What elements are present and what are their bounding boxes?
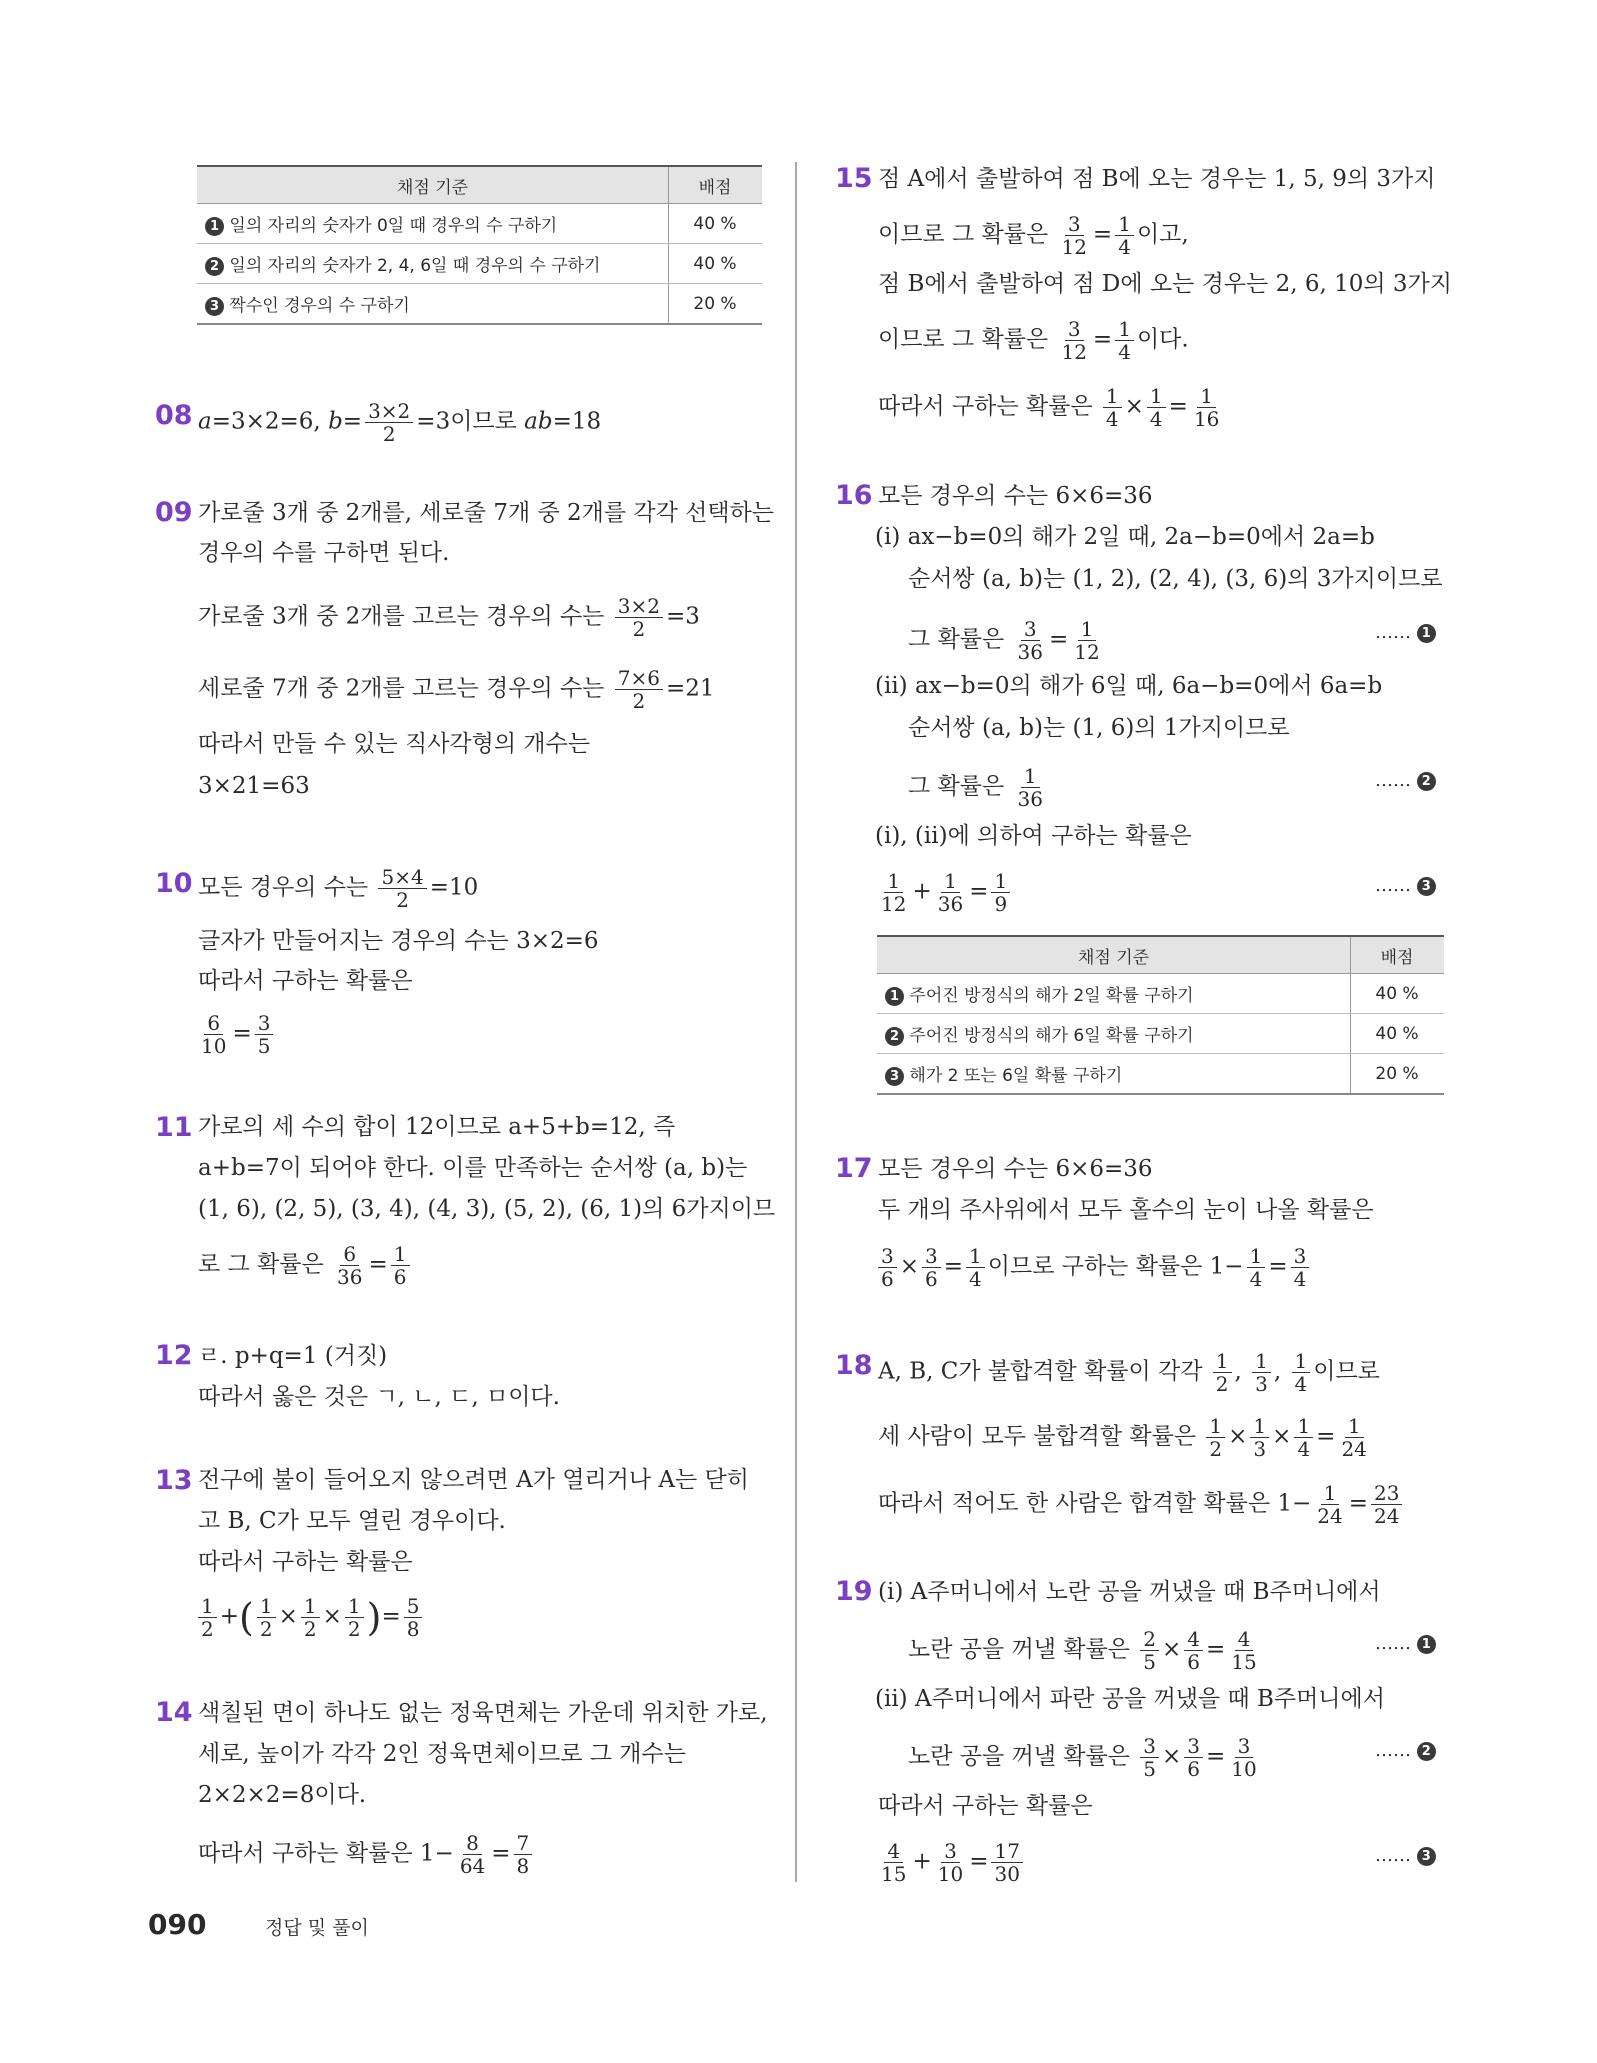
problem-number-18: 18: [835, 1350, 873, 1381]
solution-line: (ⅰ) ax−b=0의 해가 2일 때, 2a−b=0에서 2a=b: [875, 524, 1375, 550]
solution-line: 색칠된 면이 하나도 없는 정육면체는 가운데 위치한 가로,: [198, 1700, 768, 1726]
solution-line: 노란 공을 꺼낼 확률은 $\frac{3}{5}$ × $\frac{3}{6}$ = $\frac{3}{10}$: [908, 1734, 1257, 1781]
solution-line: 따라서 만들 수 있는 직사각형의 개수는: [198, 731, 591, 757]
solution-line: 그 확률은 $\frac{1}{36}$: [908, 764, 1043, 811]
table-row: [197, 284, 762, 325]
solution-line: $\frac{4}{15}$ + $\frac{3}{10}$ = $\frac{17}{30}$: [875, 1840, 1026, 1885]
marker-3-icon: 3: [1417, 877, 1436, 896]
solution-line: 노란 공을 꺼낼 확률은 $\frac{2}{5}$ × $\frac{4}{6}$ = $\frac{4}{15}$: [908, 1627, 1257, 1674]
problem-number-17: 17: [835, 1153, 873, 1184]
marker-2-icon: 2: [1417, 1742, 1436, 1761]
solution-line: 따라서 구하는 확률은: [198, 968, 413, 994]
solution-line: A, B, C가 불합격할 확률이 각각 $\frac{1}{2}$ , $\frac{1}{3}$ , $\frac{1}{4}$ 이므로: [878, 1349, 1380, 1396]
criteria-cell: 일의 자리의 숫자가 0일 때 경우의 수 구하기: [229, 216, 558, 236]
solution-line: 점 B에서 출발하여 점 D에 오는 경우는 2, 6, 10의 3가지: [878, 271, 1452, 297]
marker-2-icon: 2: [1417, 772, 1436, 791]
solution-line: 세로줄 7개 중 2개를 고르는 경우의 수는 $\frac{7\times 6}{2}$ =21: [198, 666, 715, 713]
solution-line: 순서쌍 (a, b)는 (1, 6)의 1가지이므로: [908, 715, 1290, 741]
solution-line: 2×2×2=8이다.: [198, 1782, 367, 1808]
solution-line: (ⅰ) A주머니에서 노란 공을 꺼냈을 때 B주머니에서: [878, 1579, 1381, 1605]
criteria-header: 채점 기준: [877, 936, 1351, 974]
solution-line: 전구에 불이 들어오지 않으려면 A가 열리거나 A는 닫히: [198, 1467, 749, 1493]
footer-title: 정답 및 풀이: [265, 1917, 369, 1939]
score-cell: 40 %: [1351, 1014, 1445, 1054]
solution-line: $\frac{3}{6}$ × $\frac{3}{6}$ = $\frac{1}{4}$ 이므로 구하는 확률은 1− $\frac{1}{4}$ = $\frac{3}{4}$: [875, 1245, 1312, 1290]
solution-line: 이므로 그 확률은 $\frac{3}{12}$ = $\frac{1}{4}$ 이다.: [878, 317, 1189, 364]
column-divider: [795, 162, 797, 1882]
solution-line: 따라서 구하는 확률은 $\frac{1}{4}$ × $\frac{1}{4}$ = $\frac{1}{16}$: [878, 384, 1220, 431]
solution-line: $\frac{6}{10}$ = $\frac{3}{5}$: [195, 1012, 276, 1057]
problem-number-19: 19: [835, 1576, 873, 1607]
solution-line: $\frac{1}{12}$ + $\frac{1}{36}$ = $\frac{1}{9}$: [875, 870, 1013, 915]
solution-line: 두 개의 주사위에서 모두 홀수의 눈이 나올 확률은: [878, 1197, 1374, 1223]
solution-line: 따라서 구하는 확률은: [198, 1549, 413, 1575]
solution-line: (ⅰ), (ⅱ)에 의하여 구하는 확률은: [875, 823, 1192, 849]
solution-line: 이므로 그 확률은 $\frac{3}{12}$ = $\frac{1}{4}$ 이고,: [878, 212, 1189, 259]
step-marker: …… 3: [1375, 1845, 1436, 1866]
problem-number-13: 13: [155, 1465, 193, 1496]
score-cell: 40 %: [1351, 974, 1445, 1014]
marker-1-icon: 1: [1417, 1635, 1436, 1654]
marker-2-icon: 2: [885, 1027, 904, 1046]
criteria-cell: 해가 2 또는 6일 확률 구하기: [909, 1066, 1123, 1086]
solution-line: (1, 6), (2, 5), (3, 4), (4, 3), (5, 2), (6, 1)의 6가지이므: [198, 1196, 776, 1222]
problem-number-08: 08: [155, 400, 193, 431]
solution-line: 로 그 확률은 $\frac{6}{36}$ = $\frac{1}{6}$: [198, 1243, 413, 1288]
score-cell: 40 %: [669, 244, 763, 284]
score-header: 배점: [669, 166, 763, 204]
solution-line: (ⅱ) A주머니에서 파란 공을 꺼냈을 때 B주머니에서: [875, 1686, 1385, 1712]
criteria-cell: 짝수인 경우의 수 구하기: [229, 296, 410, 316]
solution-line: 따라서 적어도 한 사람은 합격할 확률은 1− $\frac{1}{24}$ = $\frac{23}{24}$: [878, 1482, 1405, 1527]
marker-3-icon: 3: [885, 1067, 904, 1086]
table-row: [197, 204, 762, 244]
solution-line: (ⅱ) ax−b=0의 해가 6일 때, 6a−b=0에서 6a=b: [875, 673, 1383, 699]
table-row: [877, 974, 1444, 1014]
step-marker: …… 3: [1375, 875, 1436, 896]
solution-line: 세로, 높이가 각각 2인 정육면체이므로 그 개수는: [198, 1741, 686, 1767]
marker-1-icon: 1: [885, 987, 904, 1006]
solution-line: 3×21=63: [198, 773, 310, 799]
marker-2-icon: 2: [205, 257, 224, 276]
step-marker: …… 1: [1375, 1633, 1436, 1654]
criteria-cell: 주어진 방정식의 해가 2일 확률 구하기: [909, 986, 1194, 1006]
solution-line: 경우의 수를 구하면 된다.: [198, 540, 450, 566]
table-row: [877, 1014, 1444, 1054]
problem-number-16: 16: [835, 480, 873, 511]
solution-line: 세 사람이 모두 불합격할 확률은 $\frac{1}{2}$ × $\frac{1}{3}$ × $\frac{1}{4}$ = $\frac{1}{24}$: [878, 1414, 1367, 1461]
solution-line: 그 확률은 $\frac{3}{36}$ = $\frac{1}{12}$: [908, 617, 1100, 664]
solution-line: 모든 경우의 수는 6×6=36: [878, 483, 1153, 509]
solution-line: ㄹ. p+q=1 (거짓): [198, 1343, 388, 1369]
marker-3-icon: 3: [1417, 1847, 1436, 1866]
marker-3-icon: 3: [205, 297, 224, 316]
score-header: 배점: [1351, 936, 1445, 974]
solution-line: $\frac{1}{2}$ +( $\frac{1}{2}$ × $\frac{1}{2}$ × $\frac{1}{2}$ )= $\frac{5}{8}$: [195, 1595, 425, 1640]
table-row: [197, 244, 762, 284]
criteria-header: 채점 기준: [197, 166, 669, 204]
solution-line: 고 B, C가 모두 열린 경우이다.: [198, 1508, 506, 1534]
solution-line: 모든 경우의 수는 6×6=36: [878, 1156, 1153, 1182]
solution-line: 가로의 세 수의 합이 12이므로 a+5+b=12, 즉: [198, 1114, 676, 1140]
problem-number-14: 14: [155, 1697, 193, 1728]
problem-number-15: 15: [835, 163, 873, 194]
marker-1-icon: 1: [1417, 624, 1436, 643]
solution-line: 점 A에서 출발하여 점 B에 오는 경우는 1, 5, 9의 3가지: [878, 166, 1436, 192]
score-cell: 20 %: [669, 284, 763, 325]
step-marker: …… 1: [1375, 622, 1436, 643]
score-cell: 20 %: [1351, 1054, 1445, 1095]
marker-1-icon: 1: [205, 217, 224, 236]
page-number: 090: [148, 1908, 207, 1941]
step-marker: …… 2: [1375, 1740, 1436, 1761]
solution-line: a+b=7이 되어야 한다. 이를 만족하는 순서쌍 (a, b)는: [198, 1155, 748, 1181]
step-marker: …… 2: [1375, 770, 1436, 791]
criteria-cell: 일의 자리의 숫자가 2, 4, 6일 때 경우의 수 구하기: [229, 256, 601, 276]
solution-line: 따라서 옳은 것은 ㄱ, ㄴ, ㄷ, ㅁ이다.: [198, 1384, 560, 1410]
solution-line: 따라서 구하는 확률은 1− $\frac{8}{64}$ = $\frac{7}{8}$: [198, 1832, 535, 1877]
problem-number-12: 12: [155, 1340, 193, 1371]
problem-number-10: 10: [155, 868, 193, 899]
solution-line: 가로줄 3개 중 2개를 고르는 경우의 수는 $\frac{3\times 2}{2}$ =3: [198, 594, 700, 641]
solution-line: 따라서 구하는 확률은: [878, 1793, 1093, 1819]
solution-line: 글자가 만들어지는 경우의 수는 3×2=6: [198, 928, 599, 954]
solution-line: 모든 경우의 수는 $\frac{5\times 4}{2}$ =10: [198, 865, 479, 912]
solution-line: 가로줄 3개 중 2개를, 세로줄 7개 중 2개를 각각 선택하는: [198, 500, 775, 526]
solution-line: a=3×2=6, b= $\frac{3\times 2}{2}$ =3이므로 ab=18: [198, 399, 602, 446]
problem-number-11: 11: [155, 1112, 193, 1143]
score-cell: 40 %: [669, 204, 763, 244]
table-row: [877, 1054, 1444, 1095]
problem-number-09: 09: [155, 497, 193, 528]
grading-table-07: [197, 165, 762, 325]
grading-table-16: [877, 935, 1444, 1095]
solution-line: 순서쌍 (a, b)는 (1, 2), (2, 4), (3, 6)의 3가지이므로: [908, 566, 1443, 592]
criteria-cell: 주어진 방정식의 해가 6일 확률 구하기: [909, 1026, 1194, 1046]
